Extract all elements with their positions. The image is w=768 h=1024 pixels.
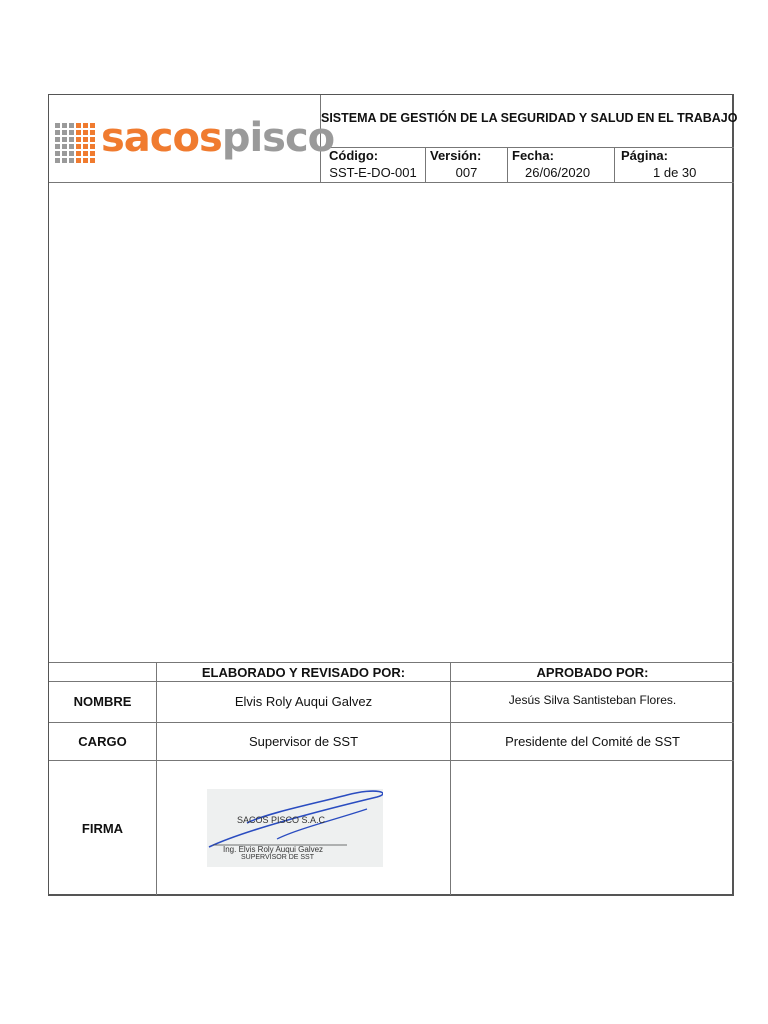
version-label: Versión: xyxy=(430,148,482,163)
aprobado-header: APROBADO POR: xyxy=(536,665,649,680)
signoff-rule xyxy=(49,722,734,723)
version-value: 007 xyxy=(455,165,478,180)
stamp-company: SACOS PISCO S.A.C xyxy=(237,815,326,825)
elaborado-role: Supervisor de SST xyxy=(248,734,359,749)
date-value: 26/06/2020 xyxy=(525,165,591,180)
logo-text-pisco: pisco xyxy=(221,115,335,161)
field-divider xyxy=(507,147,508,182)
page-number: 1 de 30 xyxy=(653,165,697,180)
signoff-top-rule xyxy=(49,662,734,663)
signoff-rule xyxy=(49,760,734,761)
elaborado-header: ELABORADO Y REVISADO POR: xyxy=(201,665,406,680)
elaborado-name: Elvis Roly Auqui Galvez xyxy=(234,694,373,709)
header-bottom-rule xyxy=(49,182,734,183)
firma-label: FIRMA xyxy=(81,821,124,836)
field-divider xyxy=(614,147,615,182)
logo-text-sacos: sacos xyxy=(101,115,222,161)
aprobado-role: Presidente del Comité de SST xyxy=(505,734,680,749)
page-label: Página: xyxy=(621,148,668,163)
document-title: SISTEMA DE GESTIÓN DE LA SEGURIDAD Y SALUD EN EL TRABAJO xyxy=(321,111,738,125)
aprobado-name: Jesús Silva Santisteban Flores. xyxy=(508,693,677,707)
code-label: Código: xyxy=(329,148,379,163)
company-logo xyxy=(55,115,335,165)
nombre-label: NOMBRE xyxy=(73,694,132,709)
cargo-label: CARGO xyxy=(78,734,127,749)
date-label: Fecha: xyxy=(512,148,554,163)
signoff-rule xyxy=(49,681,734,682)
document-page xyxy=(48,94,738,896)
stamp-role: SUPERVISOR DE SST xyxy=(241,854,315,861)
code-value: SST-E-DO-001 xyxy=(329,165,417,180)
signature-image xyxy=(207,789,383,867)
logo-grid-icon xyxy=(55,121,97,163)
stamp-name: Ing. Elvis Roly Auqui Galvez xyxy=(223,845,324,854)
